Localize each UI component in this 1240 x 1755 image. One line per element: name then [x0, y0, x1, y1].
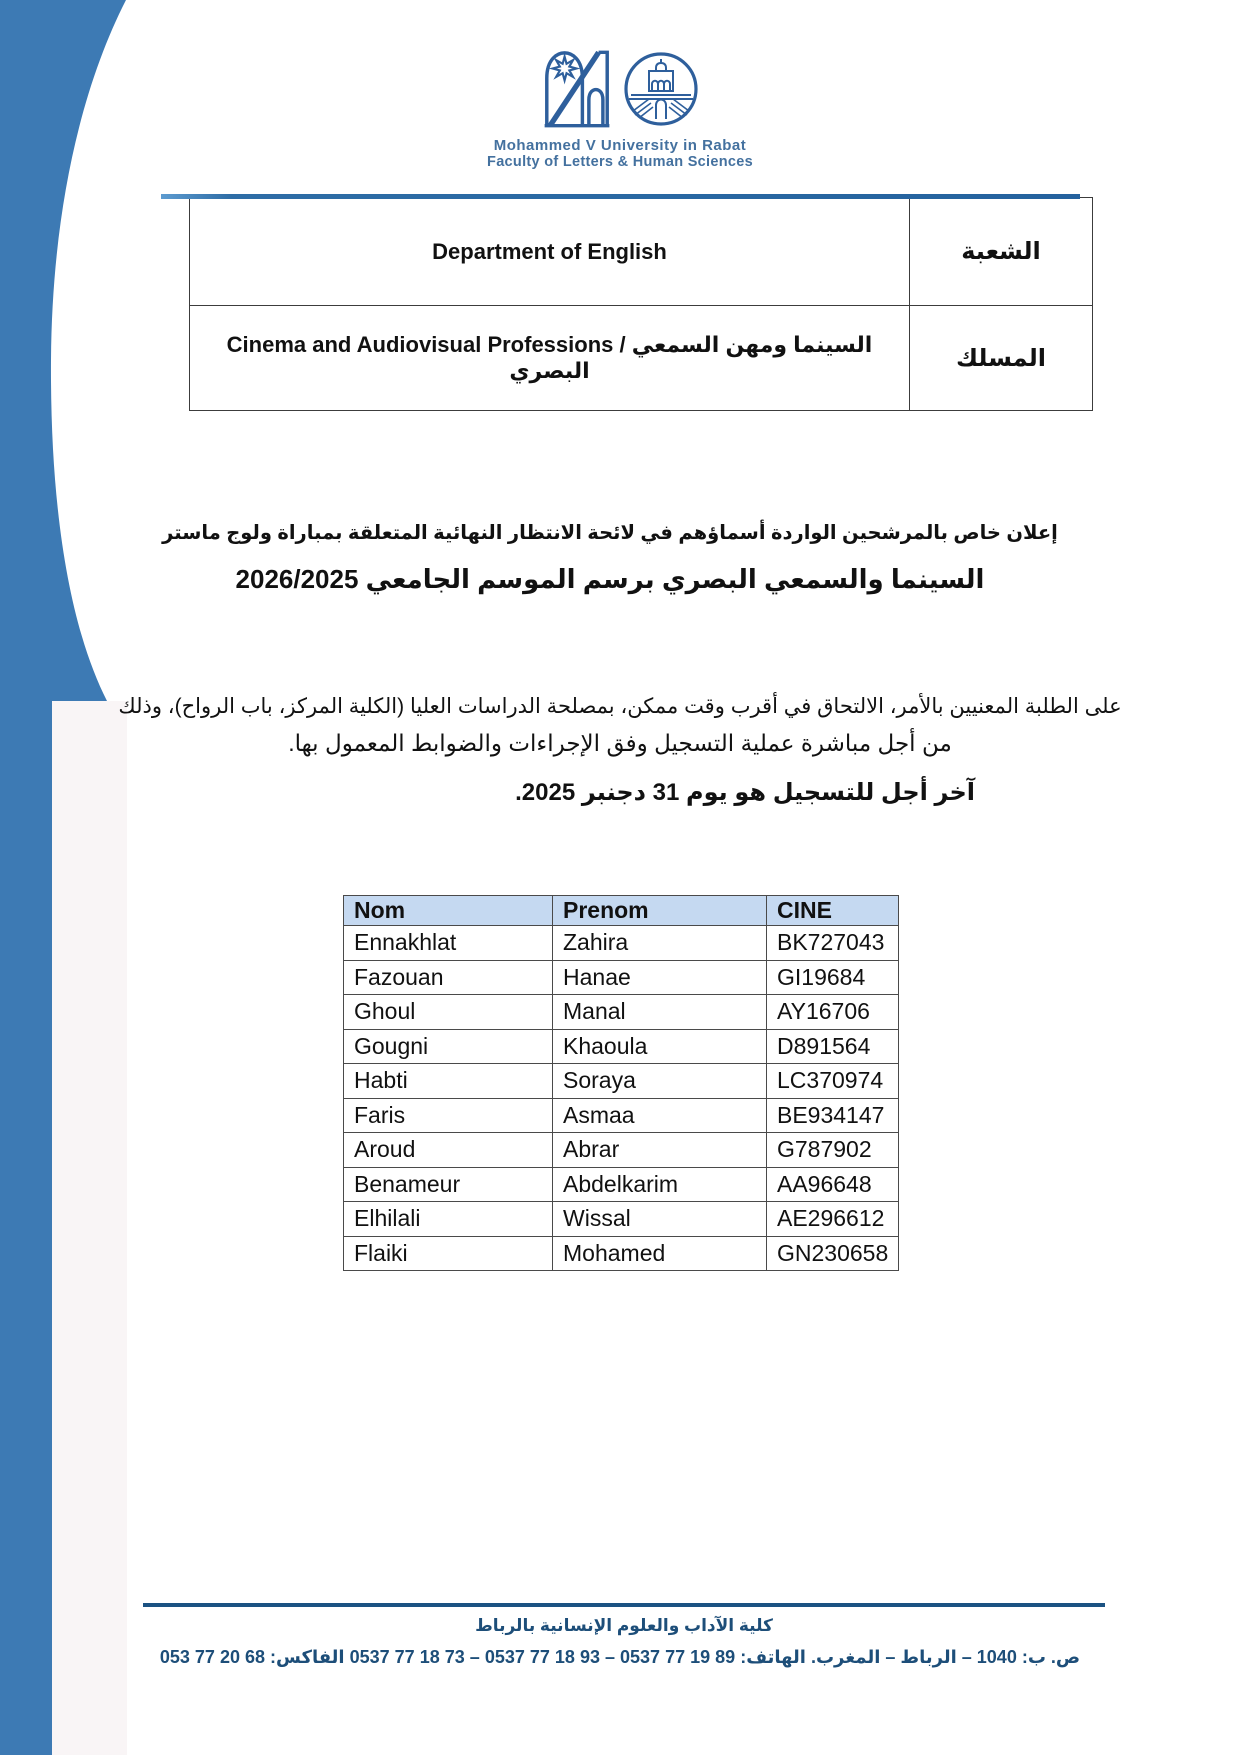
table-cell: Faris: [344, 1098, 553, 1133]
announcement-title: [160, 510, 1060, 602]
program-cell: Cinema and Audiovisual Professions / السينما ومهن السمعي البصري: [190, 306, 910, 411]
table-cell: Elhilali: [344, 1202, 553, 1237]
table-cell: Habti: [344, 1064, 553, 1099]
table-cell: Ghoul: [344, 995, 553, 1030]
table-cell: Soraya: [553, 1064, 767, 1099]
table-cell: AA96648: [767, 1167, 899, 1202]
table-row: [344, 1133, 899, 1168]
faculty-name-en: Faculty of Letters & Human Sciences: [487, 154, 753, 170]
faculty-emblem-icon: [621, 48, 701, 130]
table-row: [344, 1236, 899, 1271]
department-cell: Department of English: [190, 198, 910, 306]
table-cell: Abrar: [553, 1133, 767, 1168]
registration-deadline: آخر أجل للتسجيل هو يوم 31 دجنبر 2025.: [515, 779, 975, 806]
logo-marks: [540, 44, 701, 130]
announcement-body: [115, 688, 1125, 762]
table-cell: D891564: [767, 1029, 899, 1064]
table-row: [344, 960, 899, 995]
table-cell: LC370974: [767, 1064, 899, 1099]
header-divider-rule: [161, 194, 1080, 199]
table-cell: GI19684: [767, 960, 899, 995]
announcement-title-line1: إعلان خاص بالمرشحين الواردة أسماؤهم في لائحة الانتظار النهائية المتعلقة بمباراة ولوج ماستر: [162, 522, 1058, 544]
table-cell: Gougni: [344, 1029, 553, 1064]
table-row: [344, 1029, 899, 1064]
table-cell: Zahira: [553, 926, 767, 961]
table-cell: Hanae: [553, 960, 767, 995]
table-row: [344, 1098, 899, 1133]
table-cell: Wissal: [553, 1202, 767, 1237]
table-row: [190, 306, 1093, 411]
announcement-body-line1: على الطلبة المعنيين بالأمر، الالتحاق في أقرب وقت ممكن، بمصلحة الدراسات العليا (الكلية المركز، باب الرواح)، وذلك: [118, 695, 1122, 718]
table-row: [344, 995, 899, 1030]
left-light-band: [52, 701, 127, 1755]
table-cell: Abdelkarim: [553, 1167, 767, 1202]
faculty-name-ar: كلية الآداب والعلوم الإنسانية بالرباط: [475, 1616, 773, 1635]
column-header-nom: Nom: [344, 896, 553, 926]
university-logo: [0, 44, 1240, 170]
department-label-cell: الشعبة: [910, 198, 1093, 306]
table-cell: AY16706: [767, 995, 899, 1030]
table-cell: BE934147: [767, 1098, 899, 1133]
column-header-cine: CINE: [767, 896, 899, 926]
table-header-row: [344, 896, 899, 926]
table-cell: Manal: [553, 995, 767, 1030]
table-cell: GN230658: [767, 1236, 899, 1271]
announcement-body-line2: من أجل مباشرة عملية التسجيل وفق الإجراءات والضوابط المعمول بها.: [288, 730, 952, 756]
table-cell: Ennakhlat: [344, 926, 553, 961]
table-row: [190, 198, 1093, 306]
table-cell: Khaoula: [553, 1029, 767, 1064]
table-cell: Benameur: [344, 1167, 553, 1202]
waitlist-candidates-table: [343, 895, 899, 1271]
table-cell: BK727043: [767, 926, 899, 961]
table-cell: Flaiki: [344, 1236, 553, 1271]
table-row: [344, 1202, 899, 1237]
table-row: [344, 1064, 899, 1099]
table-cell: AE296612: [767, 1202, 899, 1237]
column-header-prenom: Prenom: [553, 896, 767, 926]
table-cell: Asmaa: [553, 1098, 767, 1133]
program-label-cell: المسلك: [910, 306, 1093, 411]
footer-divider-rule: [143, 1603, 1105, 1607]
announcement-title-line2: السينما والسمعي البصري برسم الموسم الجامعي 2026/2025: [235, 564, 985, 594]
program-info-table: [189, 197, 1093, 411]
university-name: Mohammed V University in Rabat: [493, 137, 747, 154]
table-cell: Fazouan: [344, 960, 553, 995]
university-gate-icon: [540, 48, 614, 130]
star-icon: [552, 57, 576, 81]
table-cell: Aroud: [344, 1133, 553, 1168]
contact-info: ص. ب: 1040 – الرباط – المغرب. الهاتف: 89 19 77 0537 – 93 18 77 0537 – 73 18 77 0537 الفاكس: 68 20 77 053: [159, 1647, 1081, 1667]
table-row: [344, 1167, 899, 1202]
table-row: [344, 926, 899, 961]
table-cell: G787902: [767, 1133, 899, 1168]
table-cell: Mohamed: [553, 1236, 767, 1271]
